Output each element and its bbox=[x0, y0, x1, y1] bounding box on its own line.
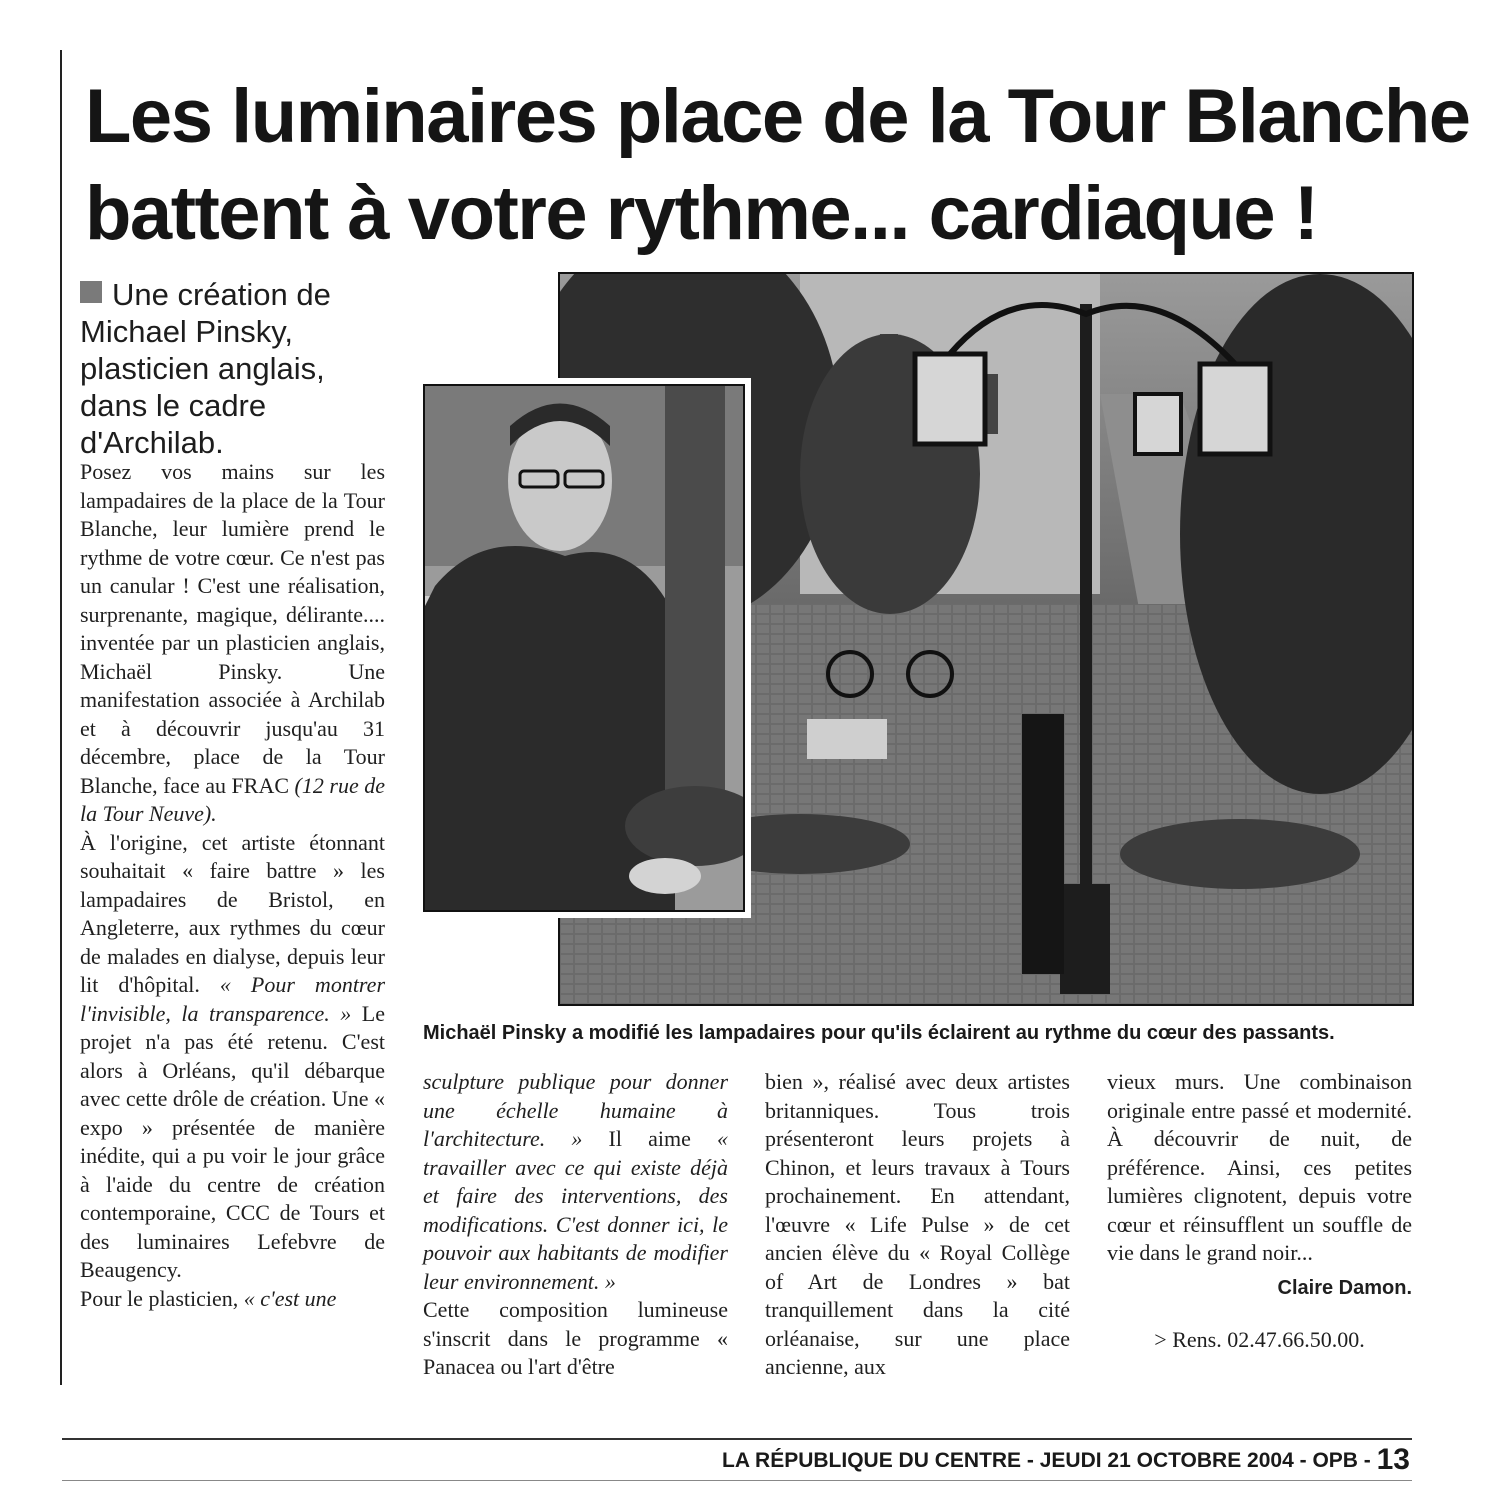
deck-text: Une création de Michael Pinsky, plasticien anglais, dans le cadre d'Archilab. bbox=[80, 277, 331, 460]
article-column-1 bbox=[80, 458, 385, 1313]
quote-italic: « c'est une bbox=[243, 1285, 337, 1311]
square-bullet-icon bbox=[80, 281, 102, 303]
paragraph: vieux murs. Une combinaison originale entre passé et modernité. À découvrir de nuit, de préférence. Ainsi, ces petites lumières clignotent, depuis votre cœur et réinsufflent un souffle de vie dans le grand noir... bbox=[1107, 1069, 1412, 1265]
paragraph bbox=[80, 458, 385, 829]
deck bbox=[80, 276, 400, 461]
quote-italic: « travailler avec ce qui existe déjà et faire des interventions, des modifications. C'est donner ici, le pouvoir aux habitants de modifier leur environnement. » bbox=[423, 1126, 729, 1294]
paragraph: Cette composition lumineuse s'inscrit dans le programme « Panacea ou l'art d'être bbox=[423, 1297, 728, 1379]
lantern bbox=[1135, 394, 1181, 454]
paragraph-text: Il aime bbox=[608, 1126, 691, 1151]
tree-grate bbox=[1120, 819, 1360, 889]
page-number: 13 bbox=[1376, 1443, 1410, 1476]
article-column-3 bbox=[765, 1068, 1070, 1382]
paragraph-text: À l'origine, cet artiste étonnant souhaitait « faire battre » les lampadaires de Bristol, en Angleterre, aux rythmes du cœur de malades en dialyse, depuis leur lit d'hôpital. bbox=[80, 829, 385, 997]
lantern bbox=[1200, 364, 1270, 454]
page-footer bbox=[620, 1440, 1410, 1481]
author-signature: Claire Damon. bbox=[1277, 1276, 1412, 1299]
headline bbox=[85, 68, 1470, 262]
headline-line-1: Les luminaires place de la Tour Blanche bbox=[85, 74, 1470, 159]
inset-portrait-photo bbox=[423, 384, 745, 912]
paragraph-text: Pour le plasticien, bbox=[80, 1285, 239, 1311]
artist-portrait bbox=[425, 386, 743, 910]
dark-coat bbox=[425, 546, 675, 910]
quote-italic: sculpture publique pour donner une échelle humaine à l'architecture. » bbox=[423, 1069, 728, 1151]
quote-italic: « Pour montrer l'invisible, la transparence. » bbox=[80, 972, 386, 1026]
paragraph bbox=[80, 1285, 385, 1314]
person-hugging-lamppost bbox=[1022, 714, 1064, 974]
paragraph: bien », réalisé avec deux artistes britanniques. Tous trois présenteront leurs projets à Chinon, et leurs travaux à Tours prochainement. En attendant, l'œuvre « Life Pulse » de cet ancien élève du « Royal Collège of Art de Londres » bat tranquillement dans la cité orléanaise, sur une place ancienne, aux bbox=[765, 1069, 1070, 1379]
article-column-4 bbox=[1107, 1068, 1412, 1355]
bench bbox=[807, 719, 887, 759]
lamppost-base bbox=[1060, 884, 1110, 994]
footer-publication-date: LA RÉPUBLIQUE DU CENTRE - JEUDI 21 OCTOBRE 2004 - OPB - bbox=[722, 1449, 1371, 1472]
footer-bottom-rule bbox=[62, 1480, 1412, 1481]
info-phone: > Rens. 02.47.66.50.00. bbox=[1154, 1327, 1365, 1352]
paragraph bbox=[423, 1068, 728, 1296]
headline-line-2: battent à votre rythme... cardiaque ! bbox=[85, 171, 1318, 256]
paragraph-text: Posez vos mains sur les lampadaires de la place de la Tour Blanche, leur lumière prend le rythme de votre cœur. Ce n'est pas un canular ! C'est une réalisation, surprenante, magique, délirante.... inventée par un plasticien anglais, Michaël Pinsky. Une manifestation associée à Archilab et à découvrir jusqu'au 31 décembre, place de la Tour Blanche, face au FRAC bbox=[80, 459, 385, 798]
lantern bbox=[915, 354, 985, 444]
photo-caption: Michaël Pinsky a modifié les lampadaires pour qu'ils éclairent au rythme du cœur des passants. bbox=[423, 1022, 1335, 1044]
left-column-rule bbox=[60, 50, 62, 1385]
lamppost-column bbox=[665, 386, 725, 816]
paragraph bbox=[80, 829, 385, 1285]
article-column-2 bbox=[423, 1068, 728, 1382]
hand bbox=[629, 858, 701, 894]
paragraph-italic: (12 rue de la Tour Neuve). bbox=[80, 772, 386, 826]
paragraph-text: Le projet n'a pas été retenu. C'est alors à Orléans, qu'il débarque avec cette drôle de création. Une « expo » présentée de manière inédite, qui a pu voir le jour grâce à l'aide du centre de création contemporaine, CCC de Tours et des luminaires Lefebvre de Beaugency. bbox=[80, 1000, 385, 1282]
